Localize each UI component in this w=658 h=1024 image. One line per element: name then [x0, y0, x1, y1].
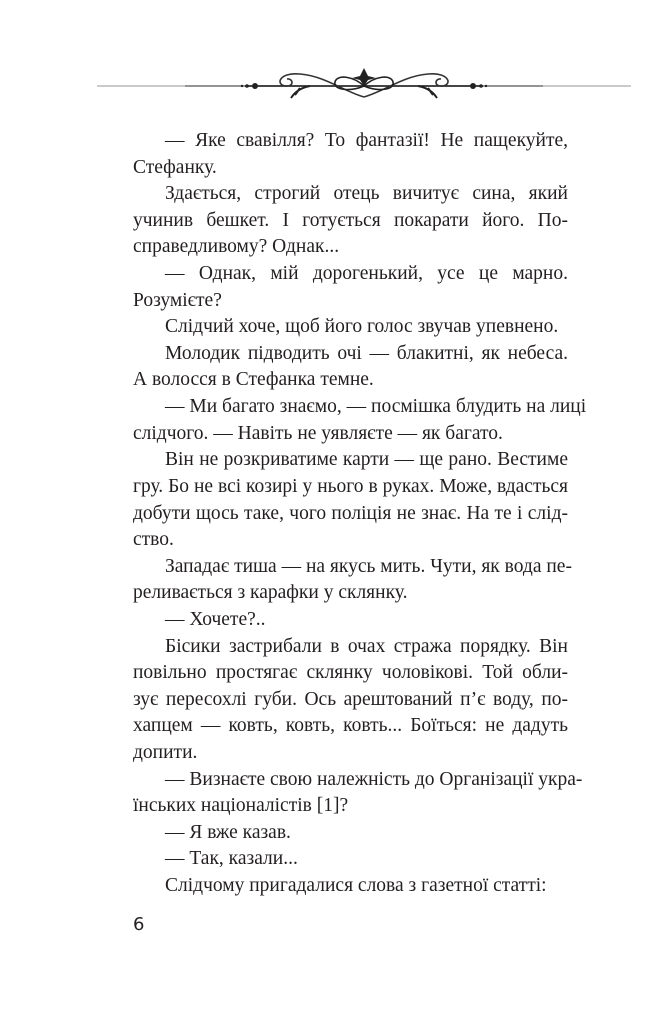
text-line: Він не розкриватиме карти — ще рано. Вестиме: [165, 449, 568, 471]
text-line: Бісики застрибали в очах стража порядку. Він: [165, 635, 568, 657]
text-line: Розумієте?: [133, 289, 222, 311]
text-line: — Хочете?..: [165, 608, 266, 630]
text-line: гру. Бо не всі козирі у нього в руках. Може, вдасться: [133, 475, 568, 497]
text-line: справедливому? Однак...: [133, 236, 340, 258]
body-text: [133, 128, 587, 900]
text-line: зує пересохлі губи. Ось арештований п’є воду, по-: [133, 688, 568, 710]
page-number: 6: [133, 914, 145, 935]
text-line: Стефанку.: [133, 156, 217, 178]
text-line: — Я вже казав.: [165, 821, 291, 843]
text-line: Здається, строгий отець вичитує сина, який: [165, 183, 568, 205]
text-line: — Однак, мій дорогенький, усе це марно.: [165, 263, 568, 285]
text-line: Слідчому пригадалися слова з газетної статті:: [165, 875, 547, 897]
text-line: ство.: [133, 529, 174, 551]
text-line: допити.: [133, 742, 198, 764]
text-line: Слідчий хоче, щоб його голос звучав упевнено.: [165, 316, 559, 338]
text-line: слідчого. — Навіть не уявляєте — як багато.: [133, 422, 503, 444]
text-line: Западає тиша — на якусь мить. Чути, як вода пе-: [165, 555, 572, 577]
text-line: повільно простягає склянку чоловікові. Той обли-: [133, 662, 568, 684]
text-line: — Визнаєте свою належність до Організації укра-: [165, 768, 583, 790]
text-line: — Ми багато знаємо, — посмішка блудить на лиці: [165, 396, 587, 418]
text-line: реливається з карафки у склянку.: [133, 582, 408, 604]
text-line: їнських націоналістів [1]?: [133, 795, 349, 817]
text-line: добути щось таке, чого поліція не знає. На те і слід-: [133, 502, 568, 524]
text-line: — Так, казали...: [165, 848, 298, 870]
text-line: Молодик підводить очі — блакитні, як небеса.: [165, 342, 568, 364]
text-line: учинив бешкет. І готується покарати його. По-: [133, 209, 568, 231]
text-line: хапцем — ковть, ковть, ковть... Боїться: не дадуть: [133, 715, 568, 737]
decorative-ornament-divider: [95, 62, 633, 106]
text-line: А волосся в Стефанка темне.: [133, 369, 374, 391]
text-line: — Яке свавілля? То фантазії! Не пащекуйте,: [165, 130, 568, 151]
